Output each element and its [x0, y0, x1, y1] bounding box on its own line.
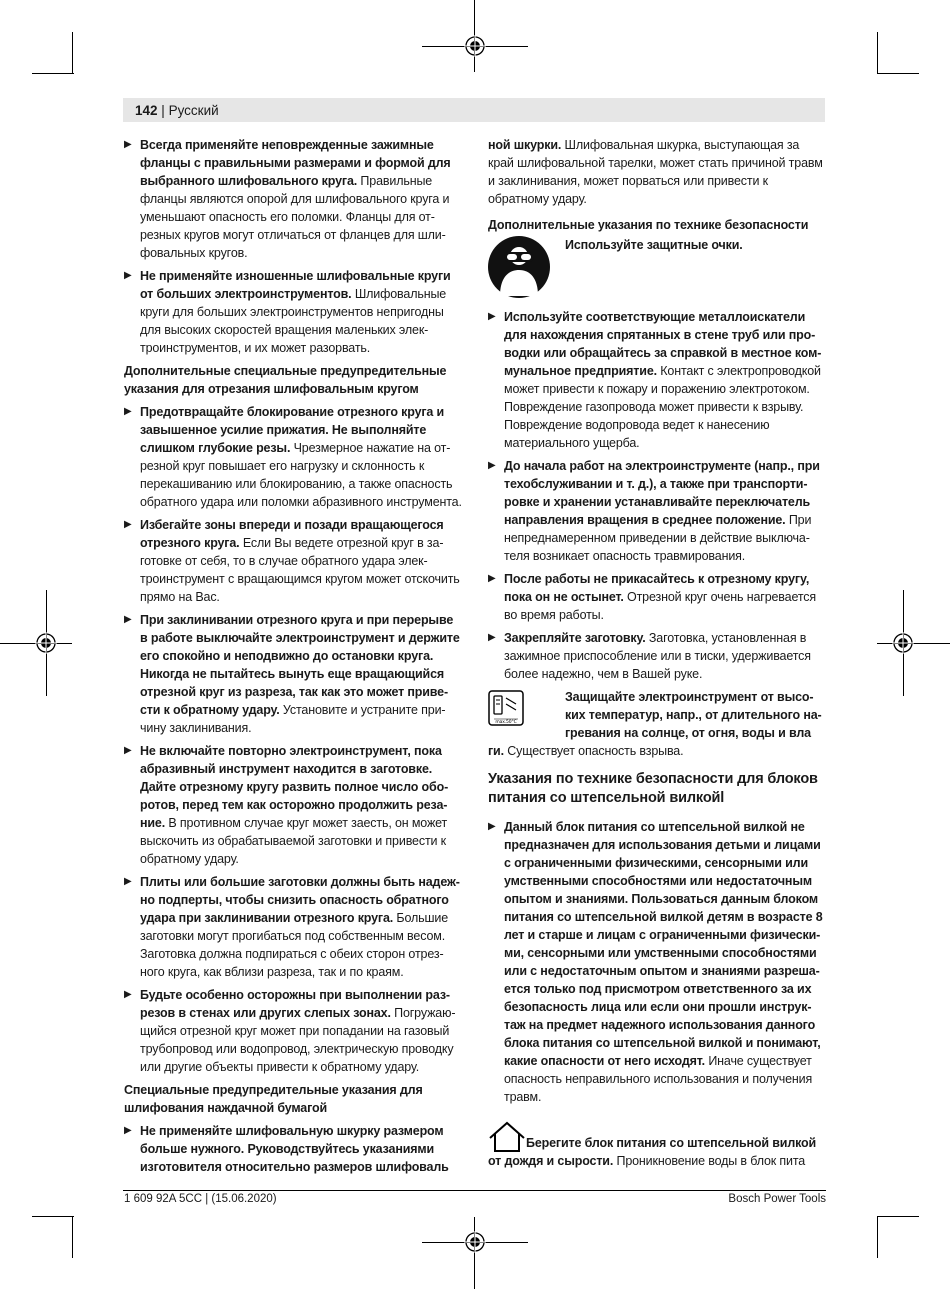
- bullet-bold-text: Будьте особенно осторожны при выполнении разрезов в стенах или других слепых зонах.: [140, 988, 451, 1020]
- registration-mark-icon: [35, 632, 57, 654]
- crop-mark: [72, 1216, 73, 1258]
- heat-text-tail: ги. Существует опасность взрыва.: [488, 744, 684, 758]
- item-group-flanges: [124, 136, 462, 357]
- page-header: [135, 103, 219, 119]
- section-heading-power-supply: Указания по технике безопасности для блоков питания со штепсельной вилкойl: [488, 771, 818, 806]
- bullet-text: Заготовка, установленная в зажимное приспособление или в тиски, удерживается более надежно, чем в Вашей руке.: [504, 631, 811, 681]
- bullet-bold-text: Не применяйте изношенные шлифовальные круги от больших электроинструментов.: [140, 269, 451, 301]
- bullet-triangle-icon: ▶: [488, 573, 496, 584]
- temperature-warning-icon: [488, 690, 524, 726]
- bullet-text: Чрезмерное нажатие на отрезной круг повышает его нагрузку и склонность к перекашиванию или блокированию, а также опасность обратного удара или поломки абразивного инструмента.: [140, 441, 462, 509]
- bullet-text: Правильные фланцы являются опорой для шлифовального круга и уменьшают опасность его поломки. Фланцы для отрезных кругов могут отличаться от фланцев для шлифовальных кругов.: [140, 174, 450, 260]
- crop-mark: [32, 73, 74, 74]
- continuation-bold: ной шкурки.: [488, 138, 562, 152]
- bullet-bold-text: Используйте соответствующие металлоискатели для нахождения спрятанных в стене труб или проводки или обращайтесь за справкой в местное коммунальное предприятие.: [504, 310, 822, 378]
- crop-mark: [32, 1216, 74, 1217]
- right-column: [488, 136, 826, 1170]
- continuation-paragraph: [488, 136, 826, 208]
- footer-document-id: 1 609 92A 5CC | (15.06.2020): [124, 1193, 277, 1205]
- heat-text-lead: Защищайте электроинструмент от высоких температур, напр., от длительного нагревания на солнце, от огня, воды и вла: [565, 690, 822, 740]
- bullet-triangle-icon: ▶: [124, 745, 132, 756]
- bullet-text: Шлифовальные круги для больших электроинструментов непригодны для высоких скоростей вращения маленьких электроинструментов, и их может разорвать.: [140, 287, 447, 355]
- bullet-item: [124, 742, 462, 868]
- bullet-bold-text: Плиты или большие заготовки должны быть надежно подперты, чтобы снизить опасность обратного удара при заклинивании отрезного круга.: [140, 875, 460, 925]
- continuation-text: Шлифовальная шкурка, выступающая за край шлифовальной тарелки, может стать причиной травм и заклинивания, может порваться или привести к обратному удару.: [488, 138, 823, 206]
- header-language: Русский: [168, 103, 219, 118]
- bullet-bold-text: Не включайте повторно электроинструмент, пока абразивный инструмент находится в заготовке. Дайте отрезному кругу развить полное число оборотов, перед тем как осторожно продолжить резание.: [140, 744, 449, 830]
- bullet-triangle-icon: ▶: [124, 139, 132, 150]
- crop-mark: [877, 1216, 878, 1258]
- registration-mark-icon: [464, 1231, 486, 1253]
- bullet-item: [124, 516, 462, 606]
- bullet-bold-text: Предотвращайте блокирование отрезного круга и завышенное усилие прижатия. Не выполняйте слишком глубокие резы.: [140, 405, 445, 455]
- bullet-text: Большие заготовки могут прогибаться под собственным весом. Заготовка должна подпираться с обеих сторон отрезного круга, как вблизи разреза, так и по краям.: [140, 911, 449, 979]
- section-title-cutting: Дополнительные специальные предупредительные указания для отрезания шлифовальным кругом: [124, 364, 447, 396]
- heat-icon-label: max.50°C: [495, 720, 517, 725]
- header-separator: |: [161, 103, 165, 118]
- crop-mark: [877, 32, 878, 74]
- bullet-triangle-icon: ▶: [124, 1125, 132, 1136]
- bullet-text: Если Вы ведете отрезной круг в заготовке от себя, то в случае обратного удара электроинструмент с вращающимся кругом может отскочить прямо на Вас.: [140, 536, 460, 604]
- bullet-text: Иначе существует опасность неправильного использования и получения травм.: [504, 1054, 813, 1104]
- bullet-triangle-icon: ▶: [488, 632, 496, 643]
- bullet-item: [124, 136, 462, 262]
- bullet-text: Отрезной круг очень нагревается во время работы.: [504, 590, 816, 622]
- bullet-bold-text: Закрепляйте заготовку.: [504, 631, 646, 645]
- bullet-triangle-icon: ▶: [124, 876, 132, 887]
- bullet-bold-text: После работы не прикасайтесь к отрезному кругу, пока он не остынет.: [504, 572, 810, 604]
- bullet-bold-text: При заклинивании отрезного круга и при перерыве в работе выключайте электроинструмент и держите его спокойно и неподвижно до остановки круга. Никогда не пытайтесь вынуть еще вращающийся отрезной круг из разреза, так как это может привести к обратному удару.: [140, 613, 460, 717]
- bullet-text: Установите и устраните причину заклинивания.: [140, 703, 446, 735]
- rain-text: Проникновение воды в блок пита: [613, 1154, 806, 1168]
- bullet-item: [124, 1122, 462, 1176]
- bullet-item: [488, 570, 826, 624]
- rain-bold: Берегите блок питания со штепсельной вилкой от дождя и сырости.: [488, 1136, 817, 1168]
- bullet-text: При непреднамеренном приведении в действие выключателя возникает опасность травмирования.: [504, 513, 812, 563]
- bullet-bold-text: Избегайте зоны впереди и позади вращающегося отрезного круга.: [140, 518, 444, 550]
- bullet-item: [488, 457, 826, 565]
- goggles-text: Используйте защитные очки.: [565, 238, 743, 252]
- bullet-triangle-icon: ▶: [124, 406, 132, 417]
- safety-goggles-icon: [488, 236, 550, 298]
- bullet-triangle-icon: ▶: [488, 311, 496, 322]
- page-number: 142: [135, 103, 158, 118]
- registration-mark-icon: [464, 35, 486, 57]
- bullet-item: [124, 986, 462, 1076]
- bullet-item: [124, 267, 462, 357]
- heat-notice: [488, 688, 826, 760]
- goggles-notice: [488, 236, 826, 302]
- footer-rule: [123, 1190, 826, 1191]
- crop-mark: [72, 32, 73, 74]
- rain-notice: [488, 1134, 826, 1170]
- page-header-bar: [123, 98, 825, 122]
- bullet-text: Погружающийся отрезной круг может при попадании на газовый трубопровод или водопровод, электрическую проводку или другие объекты привести к обратному удару.: [140, 1006, 456, 1074]
- bullet-bold-text: Не применяйте шлифовальную шкурку размером больше нужного. Руководствуйтесь указаниями изготовителя относительно размеров шлифоваль: [140, 1124, 449, 1174]
- crop-mark: [877, 1216, 919, 1217]
- bullet-triangle-icon: ▶: [124, 270, 132, 281]
- bullet-item: [124, 611, 462, 737]
- bullet-item: [488, 308, 826, 452]
- crop-mark: [877, 73, 919, 74]
- bullet-bold-text: До начала работ на электроинструменте (напр., при техобслуживании и т. д.), а также при транспортировке и хранении устанавливайте переключатель направления вращения в среднее положение.: [504, 459, 820, 527]
- house-indoor-use-icon: [488, 1120, 526, 1154]
- bullet-triangle-icon: ▶: [488, 821, 496, 832]
- bullet-item: [488, 629, 826, 683]
- footer-brand: Bosch Power Tools: [728, 1193, 826, 1205]
- bullet-text: В противном случае круг может заесть, он может выскочить из обрабатываемой заготовки и привести к обратному удару.: [140, 816, 448, 866]
- registration-mark-icon: [892, 632, 914, 654]
- item-group-extra: [488, 308, 826, 683]
- bullet-text: Контакт с электропроводкой может привести к пожару и поражению электротоком. Повреждение газопровода может привести к взрыву. Повреждение водопровода ведет к нанесению материального ущерба.: [504, 364, 821, 450]
- bullet-item: [124, 873, 462, 981]
- item-group-cutting: [124, 403, 462, 1076]
- bullet-item: [488, 818, 826, 1106]
- bullet-triangle-icon: ▶: [488, 460, 496, 471]
- crop-mark: [474, 1217, 475, 1289]
- bullet-triangle-icon: ▶: [124, 989, 132, 1000]
- left-column: [124, 136, 462, 1181]
- bullet-item: [124, 403, 462, 511]
- bullet-triangle-icon: ▶: [124, 519, 132, 530]
- bullet-bold-text: Всегда применяйте неповрежденные зажимные фланцы с правильными размерами и формой для выбранного шлифовального круга.: [140, 138, 451, 188]
- bullet-triangle-icon: ▶: [124, 614, 132, 625]
- section-title-sanding: Специальные предупредительные указания для шлифования наждачной бумагой: [124, 1083, 423, 1115]
- bullet-bold-text: Данный блок питания со штепсельной вилкой не предназначен для использования детьми и лицами с ограниченными физическими, сенсорными или умственными способностями или недостаточным опытом и знаниями. Пользоваться данным блоком питания со штепсельной вилкой детям в возрасте 8 лет и старше и лицам с ограниченными физическими, сенсорными или умственными способностями или с недостаточным опытом и знаниями разрешается только под присмотром ответственного за их безопасность лица или если они прошли инструктаж на предмет надежного использования данного блока питания со штепсельной вилкой и понимают, какие опасности от него исходят.: [504, 820, 823, 1068]
- section-title-extra: Дополнительные указания по технике безопасности: [488, 218, 809, 232]
- item-group-power-supply: [488, 818, 826, 1106]
- item-group-sanding: [124, 1122, 462, 1176]
